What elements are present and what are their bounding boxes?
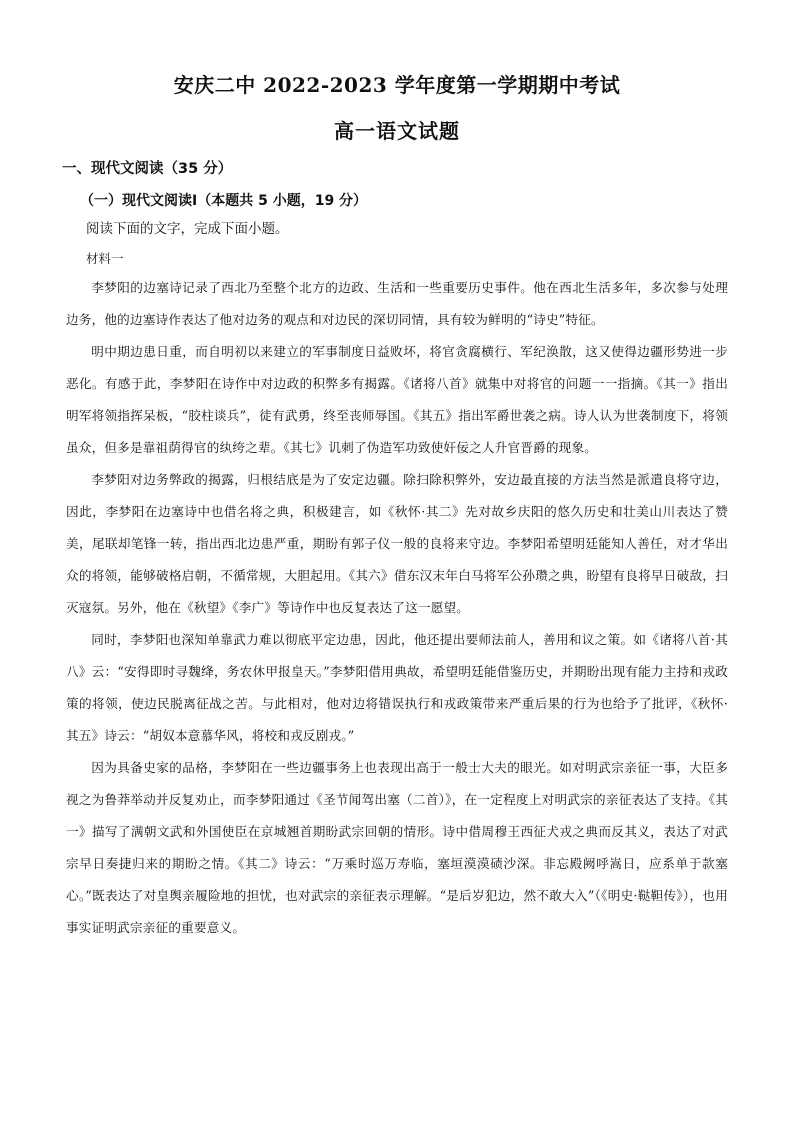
exam-title: 安庆二中 2022-2023 学年度第一学期期中考试	[173, 73, 621, 97]
paragraph: 李梦阳对边务弊政的揭露，归根结底是为了安定边疆。除扫除积弊外，安边最直接的方法当然是派遣良将守边，因此，李梦阳在边塞诗中也借名将之典，积极建言，如《秋怀·其二》先对故乡庆阳的悠久历史和壮美山川表达了赞美，尾联却笔锋一转，指出西北边患严重，期盼有郭子仪一般的良将来守边。李梦阳希望明廷能知人善任，对才华出众的将领，能够破格启朝，不循常规，大胆起用。《其六》借东汉末年白马将军公孙瓒之典，盼望有良将早日破敌，扫灭寇氛。另外，他在《秋望》《李广》等诗作中也反复表达了这一愿望。	[66, 472, 728, 615]
paragraph: 因为具备史家的品格，李梦阳在一些边疆事务上也表现出高于一般士大夫的眼光。如对明武宗亲征一事，大臣多视之为鲁莽举动并反复劝止，而李梦阳通过《圣节闻驾出塞（二首）》，在一定程度上对明武宗的亲征表达了支持。《其一》描写了满朝文武和外国使臣在京城翘首期盼武宗回朝的情形。诗中借周穆王西征犬戎之典而反其义，表达了对武宗早日奏捷归来的期盼之情。《其二》诗云：“万乘时巡万寿临，塞垣漠漠碛沙深。非忘殿阙呼嵩日，应系单于款塞心。”既表达了对皇舆亲履险地的担忧，也对武宗的亲征表示理解。“是后岁犯边，然不敢大入”（《明史·鞑靼传》），也用事实证明武宗亲征的重要意义。	[66, 760, 728, 935]
reading-instruction: 阅读下面的文字，完成下面小题。	[86, 221, 289, 237]
paragraph: 明中期边患日重，而自明初以来建立的军事制度日益败坏，将官贪腐横行、军纪涣散，这又使得边疆形势进一步恶化。有感于此，李梦阳在诗作中对边政的积弊多有揭露。《诸将八首》就集中对将官的问题一一指摘。《其一》指出明军将领指挥呆板，“胶柱谈兵”，徒有武勇，终至丧师辱国。《其五》指出军爵世袭之病。诗人认为世袭制度下，将领虽众，但多是靠祖荫得官的纨绔之辈。《其七》讥刺了伪造军功致使奸佞之人升官晋爵的现象。	[66, 344, 728, 455]
exam-subtitle: 高一语文试题	[334, 119, 460, 143]
paragraph: 同时，李梦阳也深知单靠武力难以彻底平定边患，因此，他还提出要师法前人，善用和议之策。如《诸将八首·其八》云：“安得即时寻魏绛，务农休甲报皇天。”李梦阳借用典故，希望明廷能借鉴历史，并期盼出现有能力主持和戎政策的将领，使边民脱离征战之苦。与此相对，他对边将错误执行和戎政策带来严重后果的行为也给予了批评，《秋怀·其五》诗云：“胡奴本意慕华风，将校和戎反剧戎。”	[66, 632, 728, 743]
paragraph: 李梦阳的边塞诗记录了西北乃至整个北方的边政、生活和一些重要历史事件。他在西北生活多年，多次参与处理边务，他的边塞诗作表达了他对边务的观点和对边民的深切同情，具有较为鲜明的“诗史”特征。	[66, 280, 728, 327]
material-label: 材料一	[86, 251, 124, 266]
section-heading: 一、现代文阅读（35 分）	[62, 161, 233, 177]
subsection-heading: （一）现代文阅读Ⅰ（本题共 5 小题，19 分）	[80, 193, 368, 209]
passage-body	[66, 272, 728, 944]
